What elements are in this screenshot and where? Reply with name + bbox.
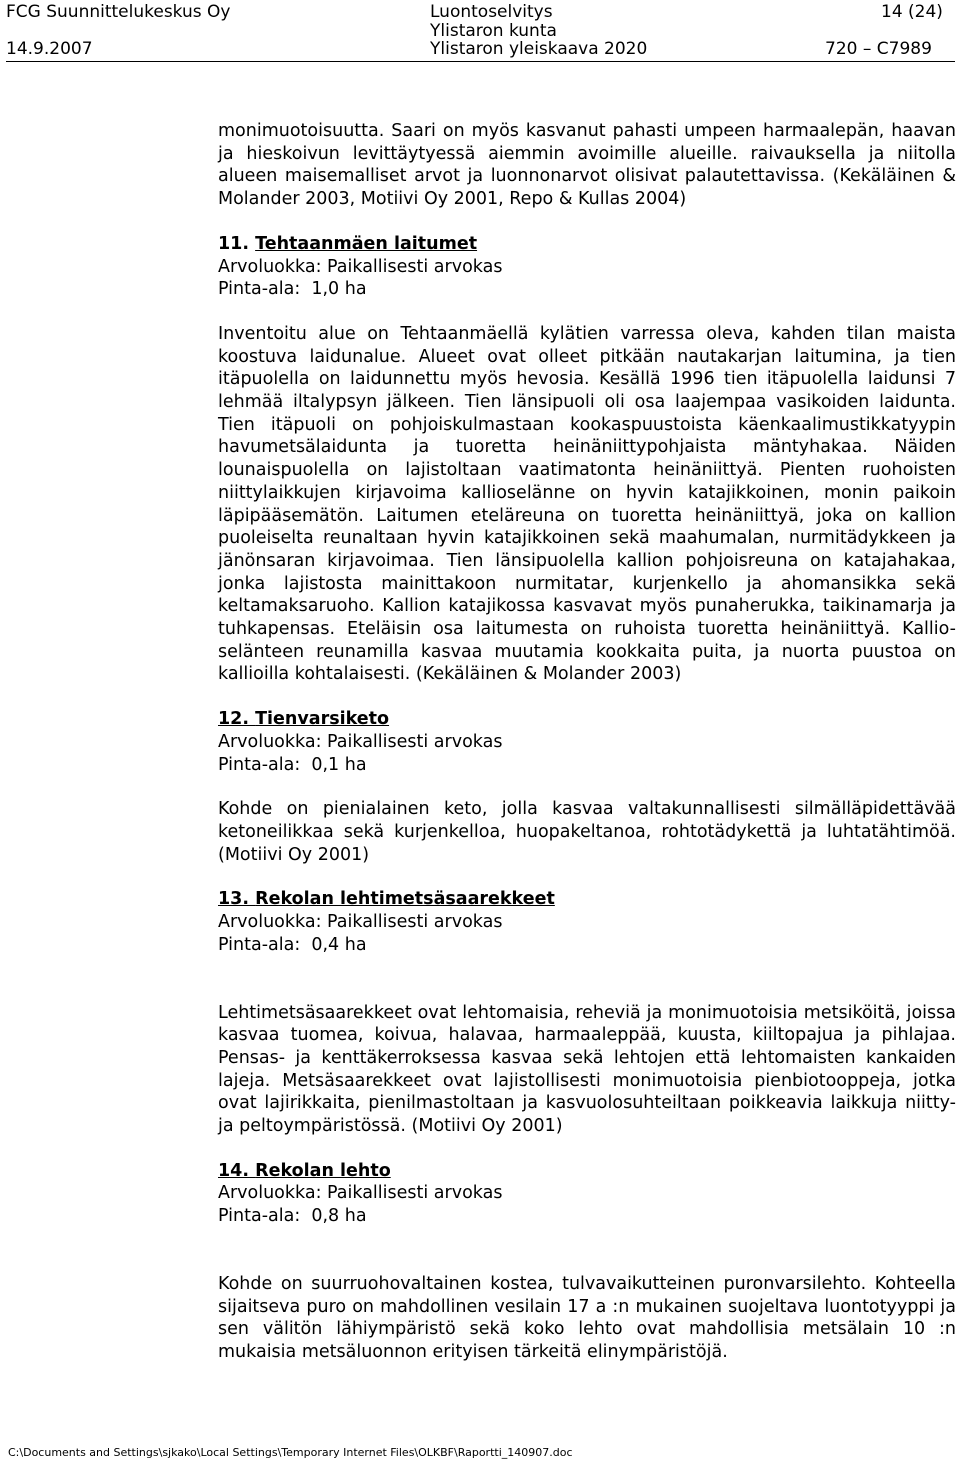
- section-value-class: Arvoluokka: Paikallisesti arvokas: [218, 731, 503, 752]
- section-description: Lehtimetsäsaarekkeet ovat lehtomaisia, reheviä ja monimuotoisia metsiköitä, joissa kasvaa tuomea, koivua, halavaa, harmaaleppää, kuusta, kiiltopajua ja pihlajaa. Pensas- ja kenttäkerroksessa kasvaa sekä lehtojen että lehtomaisten kankaiden lajeja. Metsäsaarekkeet ovat lajistollisesti monimuotoisia pienbiotooppeja, jotka ovat lajirikkaita, pienilmastoltaan ja kasvuolosuhteiltaan poikkeavia laikkuja niitty- ja peltoympäristössä. (Motiivi Oy 2001): [218, 1002, 956, 1137]
- header-municipality: Ylistaron kunta: [430, 21, 557, 41]
- header-rule: [6, 61, 955, 62]
- header-date: 14.9.2007: [6, 39, 93, 59]
- section-description: Inventoitu alue on Tehtaanmäellä kylätien varressa oleva, kahden tilan maista koostuva laidunalue. Alueet ovat olleet pitkään nautakarjan laitumina, ja tien itäpuolella on laidunnettu myös hevosia. Kesällä 1996 tien itäpuolella laidunsi 7 lehmää iltalypsyn jälkeen. Tien länsipuoli oli osa laajempaa vasikoiden laidunta. Tien itäpuoli on pohjoiskulmastaan kookaspuustoista käenkaalimustikkatyypin havumetsälaidunta ja tuoretta heinäniittypohjaista mäntyhakaa. Näiden lounaispuolella on lajistoltaan vaatimatonta heinäniittyä. Pienten ruohoisten niittylaikkujen kirjavoima kallioselänne on hyvin katajikkoinen, monin paikoin läpipääsemätön. Laitumen eteläreuna on tuoretta heinäniittyä, joka on kallion puoleiselta reunaltaan hyvin katajikkoinen sekä maahumalan, nurmitädykkeen ja jänönsaran kirjavoimaa. Tien länsipuolella kallion pohjoisreuna on katajahakaa, jonka lajistosta mainittakoon nurmitatar, kurjenkello ja ahomansikka sekä keltamaksaruoho. Kallion katajikossa kasvavat myös punaherukka, taikinamarja ja tuhkapensas. Eteläisin osa laitumesta on ruhoista tuoretta heinäniittyä. Kallio-selänteen reunamilla kasvaa muutamia kookkaita puita, ja nuorta puustoa on kallioilla kohtalaisesti. (Kekäläinen & Molander 2003): [218, 323, 956, 685]
- section-title: Rekolan lehtimetsäsaarekkeet: [255, 889, 555, 910]
- section-14: [218, 1160, 956, 1364]
- section-heading: [218, 708, 956, 731]
- section-description: Kohde on suurruohovaltainen kostea, tulvavaikutteinen puronvarsilehto. Kohteella sijaitseva puro on mahdollinen vesilain 17 a :n mukainen suojeltava luontotyyppi ja sen välitön lähiympäristö sekä koko lehto ovat mahdollisia metsälain 10 :n mukaisia metsäluonnon erityisen tärkeitä elinympäristöjä.: [218, 1273, 956, 1362]
- section-area: Pinta-ala: 0,1 ha: [218, 754, 367, 775]
- section-area: Pinta-ala: 0,4 ha: [218, 934, 367, 955]
- section-title: Tehtaanmäen laitumet: [255, 233, 478, 254]
- intro-paragraph: monimuotoisuutta. Saari on myös kasvanut pahasti umpeen harmaalepän, haavan ja hieskoivun levittäytyessä aiemmin avoimille alueille. raivauksella ja niitolla alueen maisemalliset arvot ja luonnonarvot olisivat palautettavissa. (Kekäläinen & Molander 2003, Motiivi Oy 2001, Repo & Kullas 2004): [218, 121, 956, 210]
- header-project: Ylistaron yleiskaava 2020: [430, 39, 648, 59]
- section-title: Tienvarsiketo: [255, 709, 390, 730]
- header-report-type: Luontoselvitys: [430, 2, 553, 22]
- section-number: 14.: [218, 1160, 250, 1181]
- section-value-class: Arvoluokka: Paikallisesti arvokas: [218, 256, 503, 277]
- section-number: 11.: [218, 233, 250, 254]
- section-title: Rekolan lehto: [255, 1160, 391, 1181]
- section-area: Pinta-ala: 1,0 ha: [218, 279, 367, 300]
- header-project-code: 720 – C7989: [825, 39, 932, 59]
- section-11: [218, 233, 956, 686]
- section-heading: [218, 1160, 956, 1183]
- section-13: [218, 888, 956, 1137]
- section-value-class: Arvoluokka: Paikallisesti arvokas: [218, 1183, 503, 1204]
- section-area: Pinta-ala: 0,8 ha: [218, 1206, 367, 1227]
- section-number: 12.: [218, 709, 250, 730]
- footer-file-path: C:\Documents and Settings\sjkako\Local Settings\Temporary Internet Files\OLKBF\Raportti_140907.doc: [8, 1446, 573, 1459]
- document-body: [218, 120, 956, 1364]
- section-heading: [218, 233, 956, 256]
- header-company: FCG Suunnittelukeskus Oy: [6, 2, 231, 22]
- section-12: [218, 708, 956, 866]
- section-heading: [218, 888, 956, 911]
- section-value-class: Arvoluokka: Paikallisesti arvokas: [218, 912, 503, 933]
- section-number: 13.: [218, 889, 250, 910]
- page-header: [0, 0, 960, 62]
- header-page-number: 14 (24): [881, 2, 943, 22]
- section-description: Kohde on pienialainen keto, jolla kasvaa valtakunnallisesti silmälläpidettävää ketoneilikkaa sekä kurjenkelloa, huopakeltanoa, rohtotädykettä ja luhtatähtimöä. (Motiivi Oy 2001): [218, 799, 956, 865]
